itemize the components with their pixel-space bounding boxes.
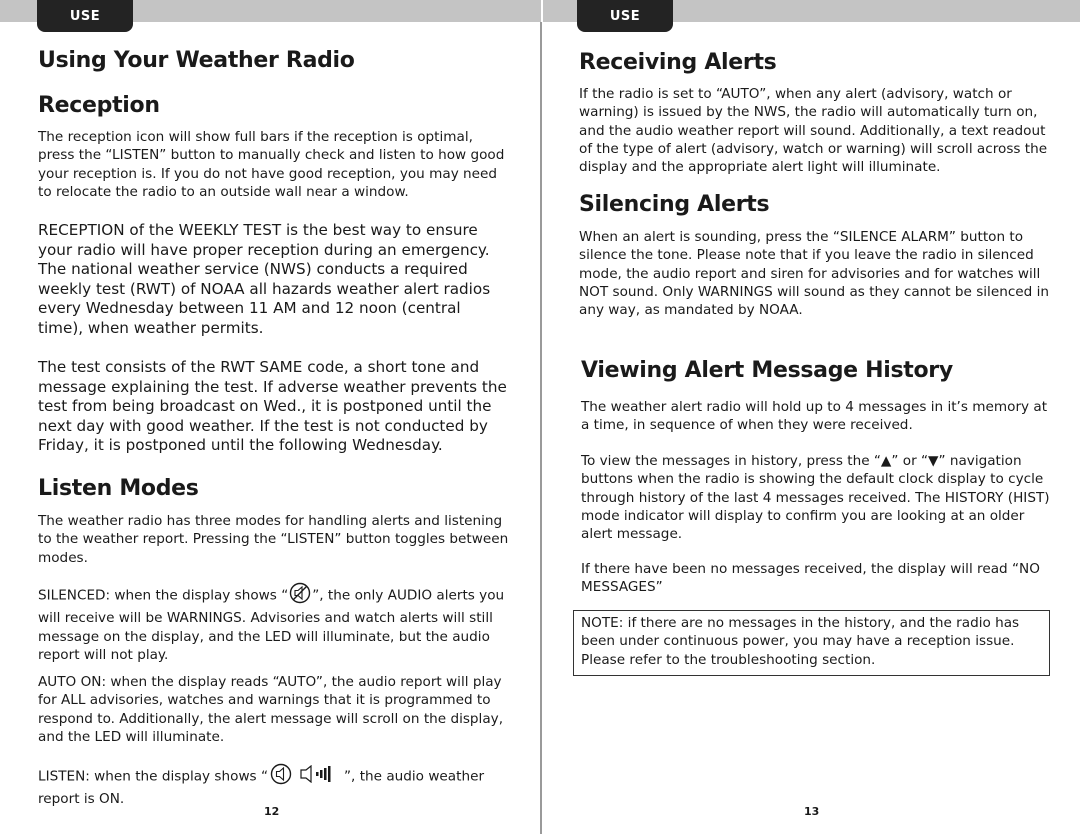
main-title: Using Your Weather Radio [38,48,355,73]
alert-history-heading: Viewing Alert Message History [581,358,953,383]
silencing-alerts-heading: Silencing Alerts [579,192,770,217]
reception-paragraph-2: RECEPTION of the WEEKLY TEST is the best way to ensure your radio will have proper reception during an emergency. The national weather service (NWS) conducts a required weekly test (RWT) of NOAA all hazards weather alert radios every Wednesday between 11 AM and 12 noon (central time), when weather permits. [38,221,491,337]
listen-modes-heading: Listen Modes [38,476,199,501]
alert-history-paragraph-2: To view the messages in history, press the “▲” or “▼” navigation buttons when the radio is showing the default clock display to cycle through history of the last 4 messages received. The HISTORY (HIST) mode indicator will display to confirm you are looking at an older alert message. [581,453,1050,543]
section-tab-right: USE [577,0,673,32]
silenced-text-after: ”, the only AUDIO alerts you will receive will be WARNINGS. Advisories and watch alerts will still message on the display, and the LED will illuminate, but the audio report will not play. [38,587,505,663]
page-number-left: 12 [264,805,280,818]
silenced-mode-paragraph [38,582,510,664]
listen-text-before: LISTEN: when the display shows “ [38,768,269,785]
volume-bars-icon [300,765,334,788]
silencing-alerts-paragraph: When an alert is sounding, press the “SILENCE ALARM” button to silence the tone. Please note that if you leave the radio in silenced mode, the audio report and siren for advisories and for watches will NOT sound. Only WARNINGS will sound as they cannot be silenced in any way, as mandated by NOAA. [579,229,1049,319]
listen-mode-paragraph [38,763,510,809]
silenced-text-before: SILENCED: when the display shows “ [38,587,289,604]
listen-speaker-icon [270,763,292,790]
reception-paragraph-3: The test consists of the RWT SAME code, a short tone and message explaining the test. If adverse weather prevents the test from being broadcast on Wed., it is postponed until the next day with good weather. If the test is not conducted by Friday, it is postponed until the following Wednesday. [38,358,507,455]
silenced-speaker-icon [288,582,312,609]
listen-text-after: ”, the audio weather report is ON. [38,768,485,808]
reception-heading: Reception [38,93,160,118]
page-number-right: 13 [804,805,820,818]
listen-modes-paragraph: The weather radio has three modes for handling alerts and listening to the weather report. Pressing the “LISTEN” button toggles between modes. [38,513,509,566]
page-divider [540,22,542,834]
receiving-alerts-paragraph: If the radio is set to “AUTO”, when any alert (advisory, watch or warning) is issued by the NWS, the radio will automatically turn on, and the audio weather report will sound. Additionally, a text readout of the type of alert (advisory, watch or warning) will scroll across the display and the appropriate alert light will illuminate. [579,86,1048,176]
receiving-alerts-heading: Receiving Alerts [579,50,777,75]
reception-paragraph-1: The reception icon will show full bars if the reception is optimal, press the “LISTEN” button to manually check and listen to how good your reception is. If you do not have good reception, you may need to relocate the radio to an outside wall near a window. [38,129,505,200]
note-text: NOTE: if there are no messages in the history, and the radio has been under continuous power, you may have a reception issue. Please refer to the troubleshooting section. [581,615,1020,668]
section-tab-left: USE [37,0,133,32]
alert-history-paragraph-3: If there have been no messages received, the display will read “NO MESSAGES” [581,561,1040,596]
auto-on-paragraph: AUTO ON: when the display reads “AUTO”, the audio report will play for ALL advisories, watches and warnings that it is programmed to respond to. Additionally, the alert message will scroll on the display, and the LED will illuminate. [38,674,504,745]
alert-history-paragraph-1: The weather alert radio will hold up to 4 messages in it’s memory at a time, in sequence of when they were received. [581,399,1048,434]
